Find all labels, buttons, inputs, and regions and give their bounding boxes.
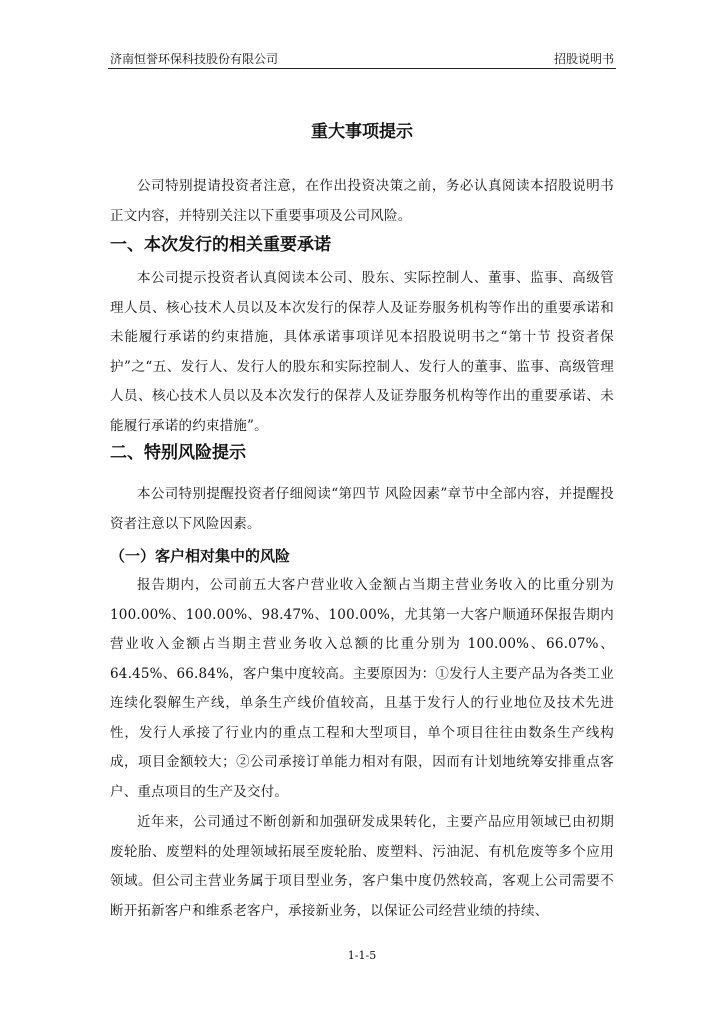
section-1-body: 本公司提示投资者认真阅读本公司、股东、实际控制人、董事、监事、高级管理人员、核心技术人员以及本次发行的保荐人及证券服务机构等作出的重要承诺和未能履行承诺的约束措施，具体承诺事项详见本招股说明书之“第十节 投资者保护”之“五、发行人、发行人的股东和实际控制人、发行人的董事、监事、高级管理人员、核心技术人员以及本次发行的保荐人及证券服务机构等作出的重要承诺、未能履行承诺的约束措施”。 [110,270,614,434]
intro-paragraph: 公司特别提请投资者注意，在作出投资决策之前，务必认真阅读本招股说明书正文内容，并特别关注以下重要事项及公司风险。 [110,178,614,224]
page-title: 重大事项提示 [311,122,413,142]
section-2-body: 本公司特别提醒投资者仔细阅读“第四节 风险因素”章节中全部内容，并提醒投资者注意以下风险因素。 [110,486,614,532]
subsection-1-paragraph-2: 近年来，公司通过不断创新和加强研发成果转化，主要产品应用领域已由初期废轮胎、废塑料的处理领域拓展至废轮胎、废塑料、污油泥、有机危废等多个应用领域。但公司主营业务属于项目型业务，客户集中度仍然较高，客观上公司需要不断开拓新客户和维系老客户，承接新业务，以保证公司经营业绩的持续、 [110,814,614,919]
page-header [108,50,616,69]
section-2-heading: 二、特别风险提示 [110,443,246,463]
page-number: 1-1-5 [347,949,377,962]
header-company-name: 济南恒誉环保科技股份有限公司 [110,52,279,66]
subsection-1-paragraph-1: 报告期内，公司前五大客户营业收入金额占当期主营业务收入的比重分别为100.00%、100.00%、98.47%、100.00%，尤其第一大客户顺通环保报告期内营业收入金额占当期主营业务收入总额的比重分别为 100.00%、66.07%、64.45%、66.84%，客户集中度较高。主要原因为：①发行人主要产品为各类工业连续化裂解生产线，单条生产线价值较高，且基于发行人的行业地位及技术先进性，发行人承接了行业内的重点工程和大型项目，单个项目往往由数条生产线构成，项目金额较大；②公司承接订单能力相对有限，因而有计划地统筹安排重点客户、重点项目的生产及交付。 [110,577,614,800]
header-document-type: 招股说明书 [553,52,614,66]
subsection-1-heading: （一）客户相对集中的风险 [110,547,291,565]
section-1-heading: 一、本次发行的相关重要承诺 [110,235,331,255]
